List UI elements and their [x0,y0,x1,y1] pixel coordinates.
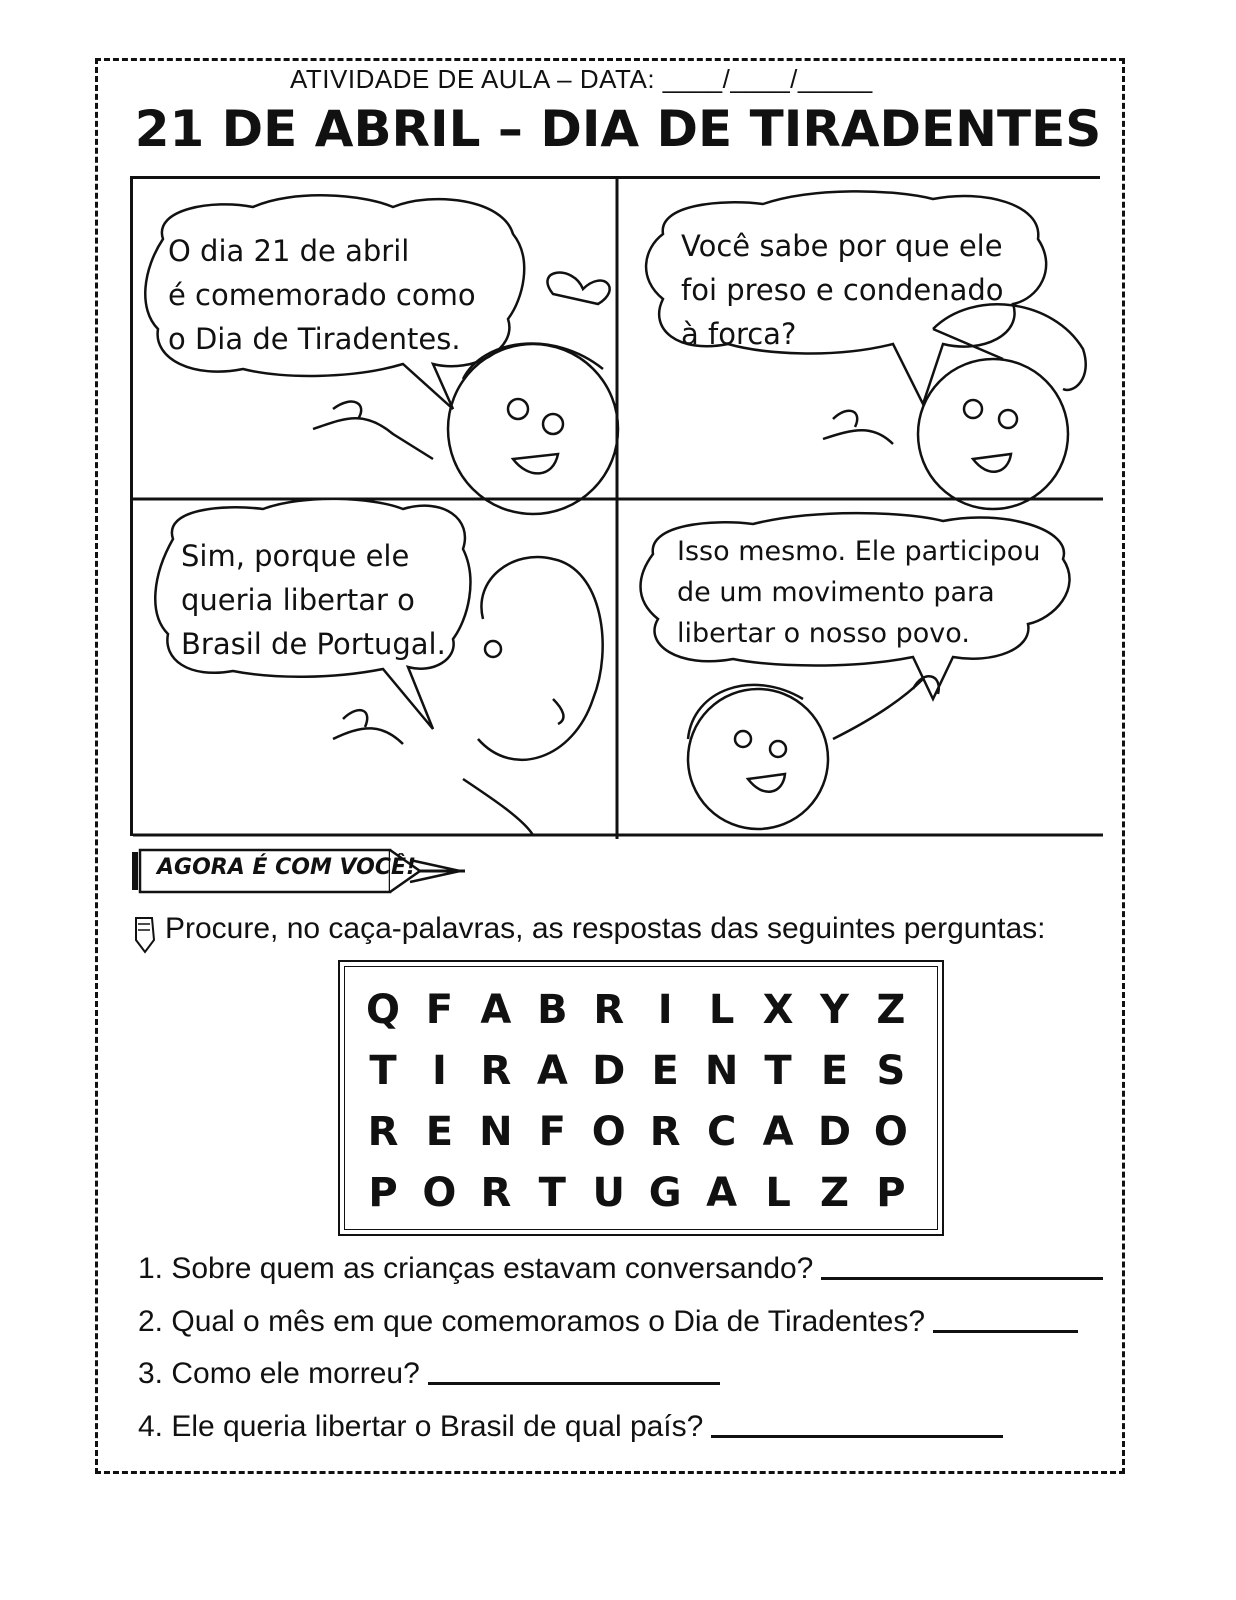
speech-bubble-1-text [168,229,476,361]
word-search-letter[interactable]: U [592,1169,625,1216]
word-search-letter[interactable]: L [708,986,735,1033]
page-title: 21 DE ABRIL – DIA DE TIRADENTES [134,100,1102,158]
word-search-grid [338,960,944,1236]
word-search-letter[interactable]: T [369,1047,397,1094]
boy-character-2 [688,676,939,829]
banner-label: AGORA É COM VOCÊ! [157,855,417,880]
instruction-text: Procure, no caça-palavras, as respostas das seguintes perguntas: [165,912,1046,945]
answer-line[interactable] [933,1329,1078,1333]
speech-line: Brasil de Portugal. [181,627,446,661]
word-search-letter[interactable]: F [425,986,454,1033]
word-search-letter[interactable]: A [762,1108,794,1155]
speech-line: Você sabe por que ele [681,229,1003,263]
speech-line: O dia 21 de abril [168,234,410,268]
word-search-letter[interactable]: N [479,1108,513,1155]
word-search-letter[interactable]: E [425,1108,454,1155]
comic-strip [130,176,1100,836]
word-search-letter[interactable]: X [762,986,794,1033]
word-search-letter[interactable]: O [591,1108,626,1155]
word-search-letter[interactable]: O [873,1108,908,1155]
question-3 [138,1357,720,1391]
question-text: 4. Ele queria libertar o Brasil de qual país? [138,1410,704,1443]
question-4 [138,1410,1003,1444]
speech-bubble-2-text [681,224,1004,356]
word-search-row [345,1162,937,1223]
word-search-letter[interactable]: R [480,1047,512,1094]
word-search-letter[interactable]: Z [819,1169,849,1216]
word-search-letter[interactable]: D [817,1108,852,1155]
speech-line: à forca? [681,317,797,351]
word-search-letter[interactable]: T [538,1169,566,1216]
question-text: 1. Sobre quem as crianças estavam conversando? [138,1252,814,1285]
word-search-letter[interactable]: P [876,1169,906,1216]
question-1 [138,1252,1103,1286]
answer-line[interactable] [711,1434,1003,1438]
word-search-letter[interactable]: N [704,1047,739,1094]
question-2 [138,1305,1078,1339]
question-text: 2. Qual o mês em que comemoramos o Dia de Tiradentes? [138,1305,926,1338]
word-search-letter[interactable]: A [480,986,512,1033]
question-text: 3. Como ele morreu? [138,1357,420,1390]
word-search-letter[interactable]: Q [365,986,400,1033]
speech-line: libertar o nosso povo. [677,618,970,649]
word-search-letter[interactable]: I [431,1047,447,1094]
word-search-letter[interactable]: C [706,1108,737,1155]
word-search-letter[interactable]: A [706,1169,738,1216]
word-search-letter[interactable]: D [592,1047,626,1094]
answer-line[interactable] [428,1381,720,1385]
speech-line: Isso mesmo. Ele participou [677,536,1041,567]
speech-line: de um movimento para [677,577,995,608]
speech-line: foi preso e condenado [681,273,1004,307]
word-search-letter[interactable]: R [593,986,625,1033]
word-search-letter[interactable]: L [765,1169,791,1216]
word-search-letter[interactable]: F [538,1108,566,1155]
word-search-row [345,1101,937,1162]
word-search-letter[interactable]: R [367,1108,399,1155]
answer-line[interactable] [821,1276,1103,1280]
word-search-letter[interactable]: Z [876,986,906,1033]
word-search-row [345,979,937,1040]
word-search-letter[interactable]: G [648,1169,682,1216]
word-search-letter[interactable]: E [820,1047,849,1094]
word-search-letter[interactable]: Y [820,986,849,1033]
word-search-letter[interactable]: B [537,986,568,1033]
word-search-letter[interactable]: E [651,1047,679,1094]
word-search-letter[interactable]: R [480,1169,512,1216]
word-search-letter[interactable]: O [422,1169,457,1216]
word-search-letter[interactable]: P [368,1169,398,1216]
speech-line: é comemorado como [168,278,476,312]
speech-line: o Dia de Tiradentes. [168,322,461,356]
activity-date-line: ATIVIDADE DE AULA – DATA: ____/____/_____ [290,64,873,94]
word-search-row [345,1040,937,1101]
speech-bubble-4-text [677,531,1040,654]
speech-bubble-3-text [181,534,446,666]
word-search-letter[interactable]: I [657,986,673,1033]
speech-line: queria libertar o [181,583,415,617]
word-search-letter[interactable]: T [764,1047,792,1094]
pencil-icon [132,914,158,954]
word-search-letter[interactable]: A [536,1047,568,1094]
word-search-letter[interactable]: S [876,1047,906,1094]
speech-line: Sim, porque ele [181,539,410,573]
word-search-letter[interactable]: R [649,1108,681,1155]
